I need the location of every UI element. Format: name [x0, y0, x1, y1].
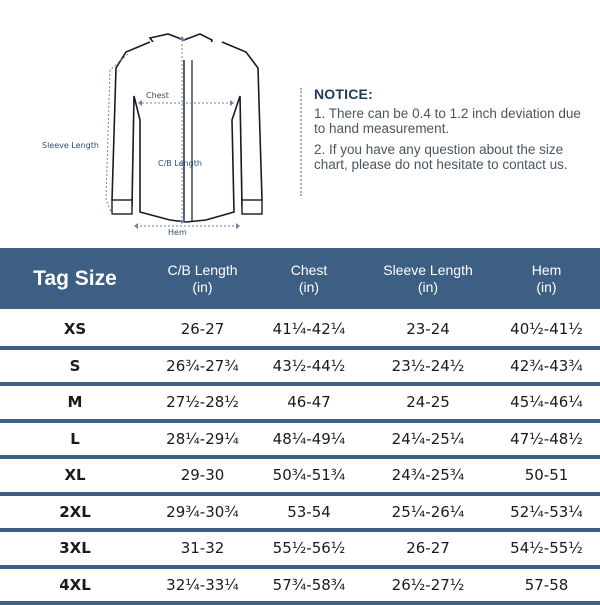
tag-size-cell: S	[0, 357, 150, 375]
hem-cell: 42¾-43¾	[493, 357, 600, 375]
table-body	[0, 313, 600, 605]
cb-length-cell: 26-27	[150, 320, 255, 338]
notice-title: NOTICE:	[314, 86, 594, 102]
chest-cell: 53-54	[255, 503, 363, 521]
chest-cell: 48¼-49¼	[255, 430, 363, 448]
notice-block	[314, 86, 594, 178]
cb-length-cell: 26¾-27¾	[150, 357, 255, 375]
sleeve-length-label: Sleeve Length	[42, 141, 99, 150]
header-cb-length: C/B Length (in)	[150, 262, 255, 296]
cb-length-cell: 29¾-30¾	[150, 503, 255, 521]
sleeve-length-cell: 23-24	[363, 320, 493, 338]
header-tag-size: Tag Size	[0, 270, 150, 287]
notice-item-2: 2. If you have any question about the size chart, please do not hesitate to contact us.	[314, 142, 594, 172]
tag-size-cell: 3XL	[0, 539, 150, 557]
tag-size-cell: M	[0, 393, 150, 411]
size-chart-table	[0, 248, 600, 605]
chest-cell: 43½-44½	[255, 357, 363, 375]
sleeve-length-cell: 25¼-26¼	[363, 503, 493, 521]
cb-length-cell: 32¼-33¼	[150, 576, 255, 594]
table-row	[0, 496, 600, 533]
chest-cell: 46-47	[255, 393, 363, 411]
hem-cell: 54½-55½	[493, 539, 600, 557]
cb-length-cell: 28¼-29¼	[150, 430, 255, 448]
hem-label: Hem	[168, 228, 187, 237]
table-row	[0, 423, 600, 460]
table-row	[0, 313, 600, 350]
tag-size-cell: XS	[0, 320, 150, 338]
cb-length-cell: 27½-28½	[150, 393, 255, 411]
hem-cell: 50-51	[493, 466, 600, 484]
hem-cell: 47½-48½	[493, 430, 600, 448]
tag-size-cell: XL	[0, 466, 150, 484]
table-row	[0, 386, 600, 423]
cb-length-cell: 31-32	[150, 539, 255, 557]
table-row	[0, 532, 600, 569]
table-header	[0, 248, 600, 309]
table-row	[0, 459, 600, 496]
header-sleeve-length: Sleeve Length (in)	[363, 262, 493, 296]
tag-size-cell: L	[0, 430, 150, 448]
notice-divider	[300, 88, 302, 196]
sleeve-length-cell: 24¾-25¾	[363, 466, 493, 484]
chest-cell: 55½-56½	[255, 539, 363, 557]
hem-cell: 45¼-46¼	[493, 393, 600, 411]
sleeve-length-cell: 23½-24½	[363, 357, 493, 375]
hem-cell: 40½-41½	[493, 320, 600, 338]
tag-size-cell: 2XL	[0, 503, 150, 521]
cb-length-cell: 29-30	[150, 466, 255, 484]
hem-cell: 57-58	[493, 576, 600, 594]
sleeve-length-cell: 24-25	[363, 393, 493, 411]
sleeve-length-cell: 26½-27½	[363, 576, 493, 594]
chest-cell: 41¼-42¼	[255, 320, 363, 338]
sleeve-length-cell: 24¼-25¼	[363, 430, 493, 448]
cb-length-label: C/B Length	[158, 159, 202, 168]
chest-label: Chest	[146, 91, 169, 100]
header-chest: Chest (in)	[255, 262, 363, 296]
sleeve-length-cell: 26-27	[363, 539, 493, 557]
hem-cell: 52¼-53¼	[493, 503, 600, 521]
header-hem: Hem (in)	[493, 262, 600, 296]
tag-size-cell: 4XL	[0, 576, 150, 594]
notice-item-1: 1. There can be 0.4 to 1.2 inch deviation due to hand measurement.	[314, 106, 594, 136]
chest-cell: 57¾-58¾	[255, 576, 363, 594]
table-row	[0, 350, 600, 387]
chest-cell: 50¾-51¾	[255, 466, 363, 484]
